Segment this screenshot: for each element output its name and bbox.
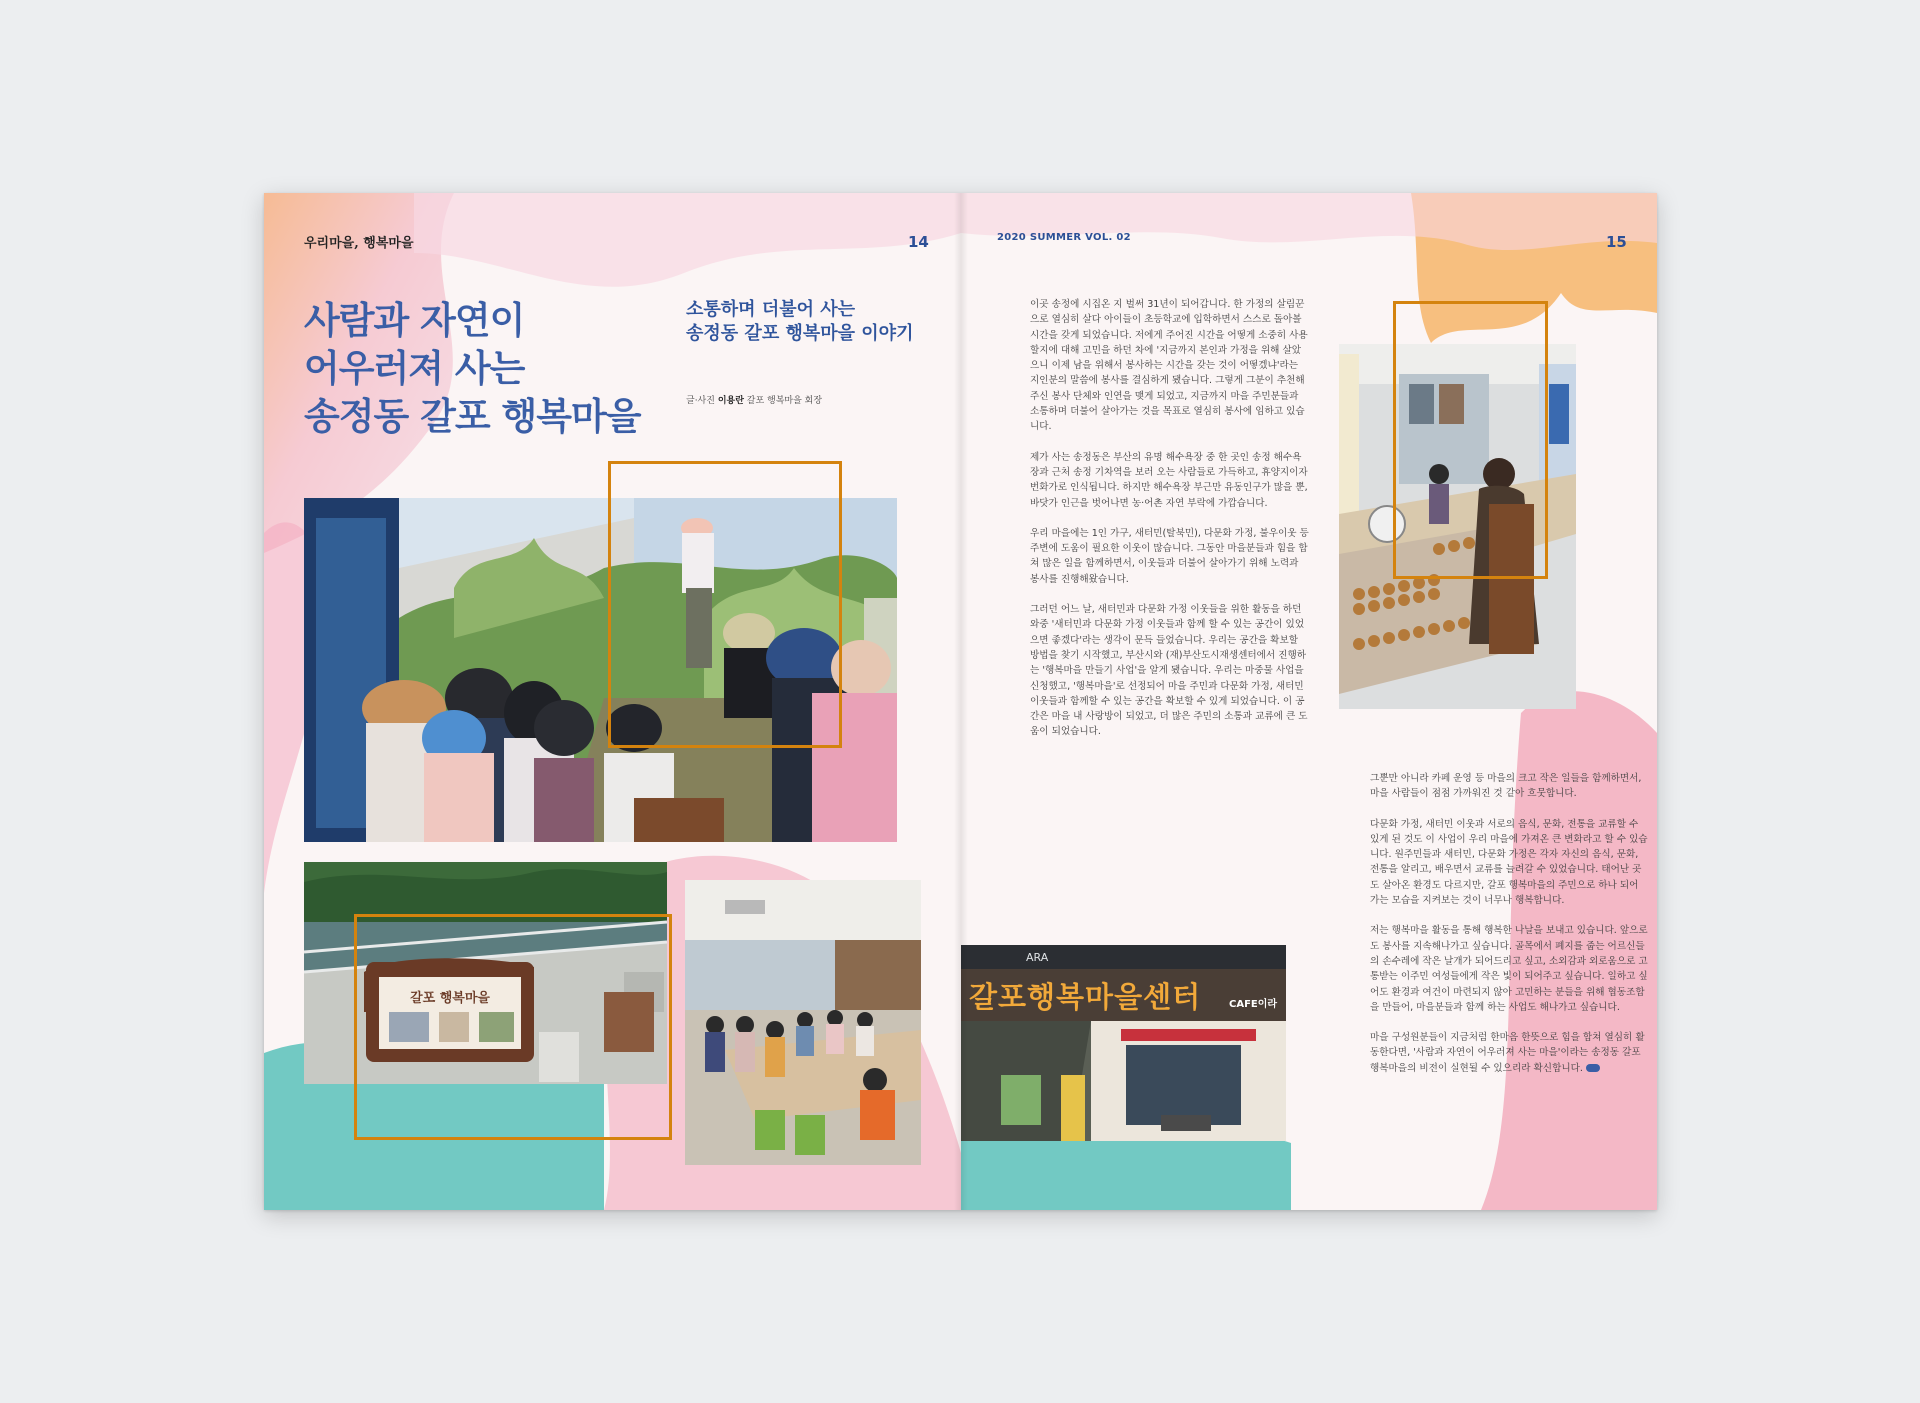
headline-line-2: 어우러져 사는 xyxy=(304,347,525,390)
paragraph: 이곳 송정에 시집온 지 벌써 31년이 되어갑니다. 한 가정의 살림꾼으로 열심히 살다 아이들이 초등학교에 입학하면서 스스로 돌아볼 시간을 갖게 되었습니다. 저에게 주어진 시간을 어떻게 소중히 사용할지에 대해 고민을 하던 차에 '지금까지 본인과 가정을 위해 살았으니 이제 남을 위해서 봉사하는 시간을 갖는 것이 어떻겠냐'라는 지인분의 말씀에 봉사를 결심하게 됐습니다. 그렇게 그분이 추천해 주신 봉사 단체와 인연을 맺게 되었고, 지금까지 마을 주민분들과 소통하며 더불어 살아가는 것을 목표로 열심히 봉사에 임하고 있습니다. xyxy=(1030,299,1308,433)
body-column-1 xyxy=(1030,297,1310,755)
paragraph: 제가 사는 송정동은 부산의 유명 해수욕장 중 한 곳인 송정 해수욕장과 근처 송정 기차역을 보러 오는 사람들로 가득하고, 휴양지이자 번화가로 인식됩니다. 하지만 해수욕장 부근만 유동인구가 많을 뿐, 바닷가 인근을 벗어나면 농·어촌 자연 부락에 가깝습니다. xyxy=(1030,451,1308,509)
subtitle-line-1: 소통하며 더불어 사는 xyxy=(686,299,856,320)
headline-line-3: 송정동 갈포 행복마을 xyxy=(304,395,641,438)
subtitle-line-2: 송정동 갈포 행복마을 이야기 xyxy=(686,323,914,344)
page-number-right: 15 xyxy=(1606,233,1627,251)
byline-name: 이용란 xyxy=(717,396,744,406)
headline-line-1: 사람과 자연이 xyxy=(304,299,525,342)
series-title: 우리마을, 행복마을 xyxy=(304,236,414,251)
decorative-frame-2 xyxy=(354,914,672,1140)
decorative-frame-1 xyxy=(608,461,842,748)
body-column-2 xyxy=(1370,771,1650,1091)
gutter-shadow xyxy=(954,193,968,1210)
paragraph: 다문화 가정, 새터민 이웃과 서로의 음식, 문화, 전통을 교류할 수 있게 된 것도 이 사업이 우리 마을에 가져온 큰 변화라고 할 수 있습니다. 원주민들과 새터민, 다문화 가정은 각자 자신의 음식, 문화, 전통을 알리고, 배우면서 교류를 늘려갈 수 있었습니다. 태어난 곳도 살아온 환경도 다르지만, 갈포 행복마을의 주민으로 하나 되어 가는 모습을 지켜보는 것이 너무나 행복합니다. xyxy=(1370,818,1648,907)
paragraph: 그러던 어느 날, 새터민과 다문화 가정 이웃들을 위한 활동을 하던 와중 '새터민과 다문화 가정 이웃들과 함께 할 수 있는 공간이 있었으면 좋겠다'라는 생각이 문득 들었습니다. 우리는 공간을 확보할 방법을 찾기 시작했고, 부산시와 (재)부산도시재생센터에서 진행하는 '행복마을 만들기 사업'을 알게 됐습니다. 우리는 마중물 사업을 신청했고, '행복마을'로 선정되어 마을 주민과 다문화 가정, 새터민 이웃들과 함께할 수 있는 공간을 확보할 수 있게 되었습니다. 이 공간은 마을 내 사랑방이 되었고, 더 많은 주민의 소통과 교류에 큰 도움이 되었습니다. xyxy=(1030,604,1308,738)
paragraph: 저는 행복마을 활동을 통해 행복한 나날을 보내고 있습니다. 앞으로도 봉사를 지속해나가고 싶습니다. 골목에서 폐지를 줍는 어르신들의 손수레에 작은 날개가 되어드리고 싶고, 소외감과 외로움으로 고통받는 이주민 여성들에게 작은 빛이 되어주고 싶습니다. 일하고 싶어도 환경과 여건이 마련되지 않아 고민하는 분들을 위해 협동조합을 만들어, 마을분들과 함께 하는 사업도 해나가고 싶습니다. xyxy=(1370,925,1648,1013)
ara-sign: ARA xyxy=(1026,951,1049,964)
magazine-spread xyxy=(264,193,1657,1210)
paragraph xyxy=(1370,1030,1650,1076)
paragraph: 그뿐만 아니라 카페 운영 등 마을의 크고 작은 일들을 함께하면서, 마을 사람들이 점점 가까워진 것 같아 흐뭇합니다. xyxy=(1370,773,1642,800)
cafe-sign: CAFE이라 xyxy=(1229,999,1278,1010)
sign-text: 갈포 행복마을 xyxy=(410,991,490,1006)
left-page xyxy=(264,193,961,1210)
headline xyxy=(304,297,664,441)
byline-suffix: 갈포 행복마을 회장 xyxy=(746,396,823,406)
closing-paragraph: 마을 구성원분들이 지금처럼 한마음 한뜻으로 힘을 합쳐 열심히 활동한다면, '사람과 자연이 어우러져 사는 마을'이라는 송정동 갈포 행복마을의 비전이 실현될 수 있으리라 확신합니다. xyxy=(1370,1032,1645,1074)
meeting-room-photo xyxy=(685,880,921,1165)
center-building-photo xyxy=(961,945,1286,1141)
end-mark-icon xyxy=(1586,1064,1600,1072)
right-page xyxy=(961,193,1657,1210)
byline-prefix: 글·사진 xyxy=(686,396,715,406)
paragraph: 우리 마을에는 1인 가구, 새터민(탈북민), 다문화 가정, 불우이웃 등 주변에 도움이 필요한 이웃이 많습니다. 그동안 마을분들과 힘을 합쳐 많은 일을 함께하면서, 이웃들과 더불어 살아가기 위해 노력과 봉사를 진행해왔습니다. xyxy=(1030,527,1309,585)
byline xyxy=(686,393,822,406)
issue-label: 2020 SUMMER VOL. 02 xyxy=(997,232,1131,243)
subtitle xyxy=(686,298,913,346)
decorative-frame-3 xyxy=(1393,301,1548,579)
page-number: 14 xyxy=(908,233,929,251)
center-sign: 갈포행복마을센터 xyxy=(969,980,1202,1014)
